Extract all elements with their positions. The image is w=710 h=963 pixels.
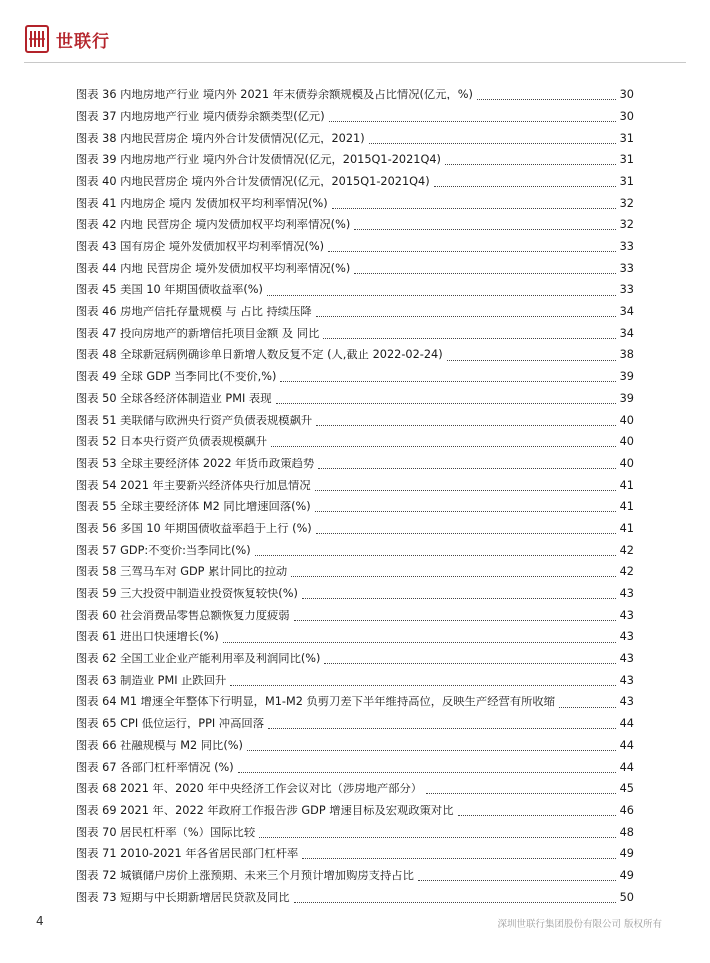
toc-entry-title: 图表 53 全球主要经济体 2022 年货币政策趋势 xyxy=(76,457,315,470)
toc-entry[interactable] xyxy=(76,301,634,323)
toc-entry[interactable] xyxy=(76,149,634,171)
toc-leader-dots xyxy=(302,857,616,859)
toc-entry-page: 43 xyxy=(619,652,634,666)
toc-entry-title: 图表 57 GDP:不变价:当季同比(%) xyxy=(76,544,251,556)
toc-entry-title: 图表 46 房地产信托存量规模 与 占比 持续压降 xyxy=(76,306,312,318)
toc-entry-page: 31 xyxy=(619,153,634,167)
toc-entry-page: 49 xyxy=(619,868,634,882)
toc-entry-title: 图表 70 居民杠杆率（%）国际比较 xyxy=(76,826,256,838)
toc-entry-title: 图表 61 进出口快速增长(%) xyxy=(76,631,219,643)
toc-entry-page: 33 xyxy=(619,283,634,297)
header-divider xyxy=(24,62,686,63)
toc-leader-dots xyxy=(418,879,616,881)
toc-entry-title: 图表 50 全球各经济体制造业 PMI 表现 xyxy=(76,392,272,405)
toc-leader-dots xyxy=(316,424,616,426)
toc-leader-dots xyxy=(477,98,616,100)
toc-leader-dots xyxy=(426,792,616,794)
toc-entry-page: 45 xyxy=(619,782,634,796)
toc-entry[interactable] xyxy=(76,496,634,518)
toc-entry[interactable] xyxy=(76,258,634,280)
toc-entry-title: 图表 42 内地 民营房企 境内发债加权平均利率情况(%) xyxy=(76,219,351,231)
toc-entry-page: 31 xyxy=(619,131,634,145)
toc-entry[interactable] xyxy=(76,756,634,778)
toc-entry-page: 33 xyxy=(619,240,634,253)
toc-leader-dots xyxy=(458,814,616,816)
toc-leader-dots xyxy=(316,315,616,317)
toc-entry-page: 32 xyxy=(619,196,634,210)
toc-leader-dots xyxy=(434,185,616,187)
toc-entry[interactable] xyxy=(76,192,634,214)
toc-entry[interactable] xyxy=(76,431,634,453)
toc-entry-title: 图表 41 内地房企 境内 发债加权平均利率情况(%) xyxy=(76,197,328,209)
toc-entry-title: 图表 52 日本央行资产负债表规模飙升 xyxy=(76,436,268,448)
toc-leader-dots xyxy=(280,380,616,382)
toc-entry-page: 44 xyxy=(619,738,634,752)
toc-entry-page: 44 xyxy=(619,717,634,731)
toc-entry[interactable] xyxy=(76,713,634,735)
toc-leader-dots xyxy=(259,836,616,838)
toc-entry-title: 图表 68 2021 年、2020 年中央经济工作会议对比（涉房地产部分） xyxy=(76,783,423,795)
toc-entry[interactable] xyxy=(76,366,634,388)
toc-leader-dots xyxy=(302,597,616,599)
toc-leader-dots xyxy=(315,489,616,491)
toc-leader-dots xyxy=(294,619,616,621)
toc-entry[interactable] xyxy=(76,171,634,193)
toc-entry-page: 39 xyxy=(619,391,634,405)
toc-leader-dots xyxy=(238,771,616,773)
toc-entry-title: 图表 44 内地 民营房企 境外发债加权平均利率情况(%) xyxy=(76,262,351,274)
toc-entry-page: 43 xyxy=(619,673,634,687)
toc-entry-page: 32 xyxy=(619,218,634,232)
toc-entry-title: 图表 39 内地房地产行业 境内外合计发债情况(亿元，2015Q1-2021Q4) xyxy=(76,154,441,166)
shilian-logo-icon xyxy=(24,24,50,54)
toc-entry-page: 40 xyxy=(619,456,634,470)
toc-entry-page: 50 xyxy=(619,890,634,904)
page-number: 4 xyxy=(36,914,44,928)
toc-entry[interactable] xyxy=(76,865,634,887)
toc-entry[interactable] xyxy=(76,474,634,496)
toc-leader-dots xyxy=(247,749,616,751)
toc-entry-page: 30 xyxy=(619,109,634,123)
toc-entry[interactable] xyxy=(76,106,634,128)
toc-entry-title: 图表 62 全国工业企业产能利用率及利润同比(%) xyxy=(76,653,321,665)
toc-leader-dots xyxy=(323,337,616,339)
toc-entry[interactable] xyxy=(76,648,634,670)
toc-entry-page: 44 xyxy=(619,760,634,774)
toc-leader-dots xyxy=(276,402,617,404)
toc-entry-title: 图表 48 全球新冠病例确诊单日新增人数反复不定 (人,截止 2022-02-24) xyxy=(76,349,443,361)
toc-entry-title: 图表 69 2021 年、2022 年政府工作报告涉 GDP 增速目标及宏观政策对比 xyxy=(76,804,454,817)
toc-entry-page: 38 xyxy=(619,348,634,362)
toc-entry-title: 图表 66 社融规模与 M2 同比(%) xyxy=(76,739,243,752)
copyright-notice: 深圳世联行集团股份有限公司 版权所有 xyxy=(497,919,662,930)
toc-entry-title: 图表 43 国有房企 境外发债加权平均利率情况(%) xyxy=(76,241,325,253)
company-name: 世联行 xyxy=(56,31,110,52)
toc-entry-page: 49 xyxy=(619,847,634,861)
toc-leader-dots xyxy=(447,359,616,361)
toc-entry-title: 图表 60 社会消费品零售总额恢复力度疲弱 xyxy=(76,609,290,621)
toc-entry-title: 图表 73 短期与中长期新增居民贷款及同比 xyxy=(76,891,290,903)
toc-entry[interactable] xyxy=(76,626,634,648)
toc-entry-title: 图表 54 2021 年主要新兴经济体央行加息情况 xyxy=(76,479,311,491)
toc-entry[interactable] xyxy=(76,214,634,236)
toc-entry-title: 图表 38 内地民营房企 境内外合计发债情况(亿元，2021) xyxy=(76,132,365,144)
toc-entry-title: 图表 64 M1 增速全年整体下行明显，M1-M2 负剪刀差下半年维持高位，反映生产经营有所收缩 xyxy=(76,696,556,708)
toc-leader-dots xyxy=(267,294,616,296)
toc-entry-title: 图表 40 内地民营房企 境内外合计发债情况(亿元，2015Q1-2021Q4) xyxy=(76,175,430,188)
toc-entry[interactable] xyxy=(76,518,634,540)
toc-entry-title: 图表 47 投向房地产的新增信托项目金额 及 同比 xyxy=(76,327,320,340)
toc-leader-dots xyxy=(294,901,616,903)
toc-entry[interactable] xyxy=(76,778,634,800)
toc-leader-dots xyxy=(354,228,616,230)
toc-leader-dots xyxy=(329,120,616,122)
toc-entry[interactable] xyxy=(76,323,634,345)
toc-entry-title: 图表 67 各部门杠杆率情况 (%) xyxy=(76,761,234,773)
toc-entry-page: 39 xyxy=(619,370,634,384)
toc-entry-title: 图表 71 2010-2021 年各省居民部门杠杆率 xyxy=(76,848,299,860)
toc-entry-page: 43 xyxy=(619,587,634,600)
toc-leader-dots xyxy=(332,207,616,209)
toc-entry[interactable] xyxy=(76,84,634,106)
toc-entry[interactable] xyxy=(76,236,634,258)
toc-entry[interactable] xyxy=(76,605,634,627)
toc-leader-dots xyxy=(354,272,616,274)
toc-entry[interactable] xyxy=(76,279,634,301)
toc-entry-title: 图表 59 三大投资中制造业投资恢复较快(%) xyxy=(76,588,298,600)
toc-leader-dots xyxy=(328,250,616,252)
toc-leader-dots xyxy=(230,684,616,686)
toc-entry-page: 40 xyxy=(619,435,634,449)
toc-entry-page: 41 xyxy=(619,478,634,492)
toc-leader-dots xyxy=(223,641,616,643)
toc-leader-dots xyxy=(318,467,616,469)
toc-entry[interactable] xyxy=(76,821,634,843)
table-of-figures xyxy=(76,84,634,908)
toc-entry-title: 图表 51 美联储与欧洲央行资产负债表规模飙升 xyxy=(76,414,313,426)
toc-leader-dots xyxy=(369,142,616,144)
toc-entry[interactable] xyxy=(76,800,634,822)
toc-entry-title: 图表 55 全球主要经济体 M2 同比增速回落(%) xyxy=(76,501,311,513)
toc-entry-page: 34 xyxy=(619,305,634,319)
toc-entry-page: 43 xyxy=(619,630,634,644)
toc-leader-dots xyxy=(324,662,616,664)
toc-entry[interactable] xyxy=(76,127,634,149)
toc-entry-page: 41 xyxy=(619,521,634,535)
toc-leader-dots xyxy=(315,510,616,512)
toc-entry-page: 30 xyxy=(619,88,634,102)
toc-entry-title: 图表 45 美国 10 年期国债收益率(%) xyxy=(76,284,263,296)
toc-entry[interactable] xyxy=(76,453,634,475)
toc-entry-title: 图表 58 三驾马车对 GDP 累计同比的拉动 xyxy=(76,566,288,578)
toc-entry-page: 42 xyxy=(619,543,634,557)
toc-entry-title: 图表 63 制造业 PMI 止跌回升 xyxy=(76,674,227,687)
toc-entry-page: 46 xyxy=(619,803,634,817)
toc-entry-page: 43 xyxy=(619,608,634,622)
toc-entry-page: 42 xyxy=(619,565,634,579)
toc-entry[interactable] xyxy=(76,886,634,908)
toc-leader-dots xyxy=(271,445,616,447)
toc-entry-page: 34 xyxy=(619,326,634,340)
toc-entry[interactable] xyxy=(76,539,634,561)
toc-entry-title: 图表 49 全球 GDP 当季同比(不变价,%) xyxy=(76,371,277,383)
toc-entry[interactable] xyxy=(76,409,634,431)
toc-leader-dots xyxy=(316,532,616,534)
toc-leader-dots xyxy=(255,554,616,556)
toc-entry[interactable] xyxy=(76,388,634,410)
header xyxy=(24,22,110,56)
toc-entry-page: 48 xyxy=(619,825,634,839)
toc-entry-page: 31 xyxy=(619,174,634,188)
toc-entry[interactable] xyxy=(76,691,634,713)
toc-entry[interactable] xyxy=(76,583,634,605)
toc-entry[interactable] xyxy=(76,735,634,757)
toc-entry[interactable] xyxy=(76,670,634,692)
toc-entry-page: 41 xyxy=(619,500,634,514)
toc-leader-dots xyxy=(268,727,616,729)
toc-entry-title: 图表 56 多国 10 年期国债收益率趋于上行 (%) xyxy=(76,522,312,535)
toc-entry-page: 33 xyxy=(619,261,634,275)
toc-entry-page: 40 xyxy=(619,413,634,427)
toc-entry[interactable] xyxy=(76,561,634,583)
toc-leader-dots xyxy=(559,706,616,708)
toc-entry-title: 图表 37 内地房地产行业 境内债券余额类型(亿元) xyxy=(76,110,325,123)
toc-entry[interactable] xyxy=(76,344,634,366)
toc-entry[interactable] xyxy=(76,843,634,865)
toc-entry-title: 图表 36 内地房地产行业 境内外 2021 年末债券余额规模及占比情况(亿元，%) xyxy=(76,89,473,101)
toc-entry-title: 图表 65 CPI 低位运行，PPI 冲高回落 xyxy=(76,718,264,730)
toc-leader-dots xyxy=(445,163,616,165)
toc-entry-page: 43 xyxy=(619,695,634,709)
toc-leader-dots xyxy=(291,575,616,577)
toc-entry-title: 图表 72 城镇储户房价上涨预期、未来三个月预计增加购房支持占比 xyxy=(76,869,414,882)
